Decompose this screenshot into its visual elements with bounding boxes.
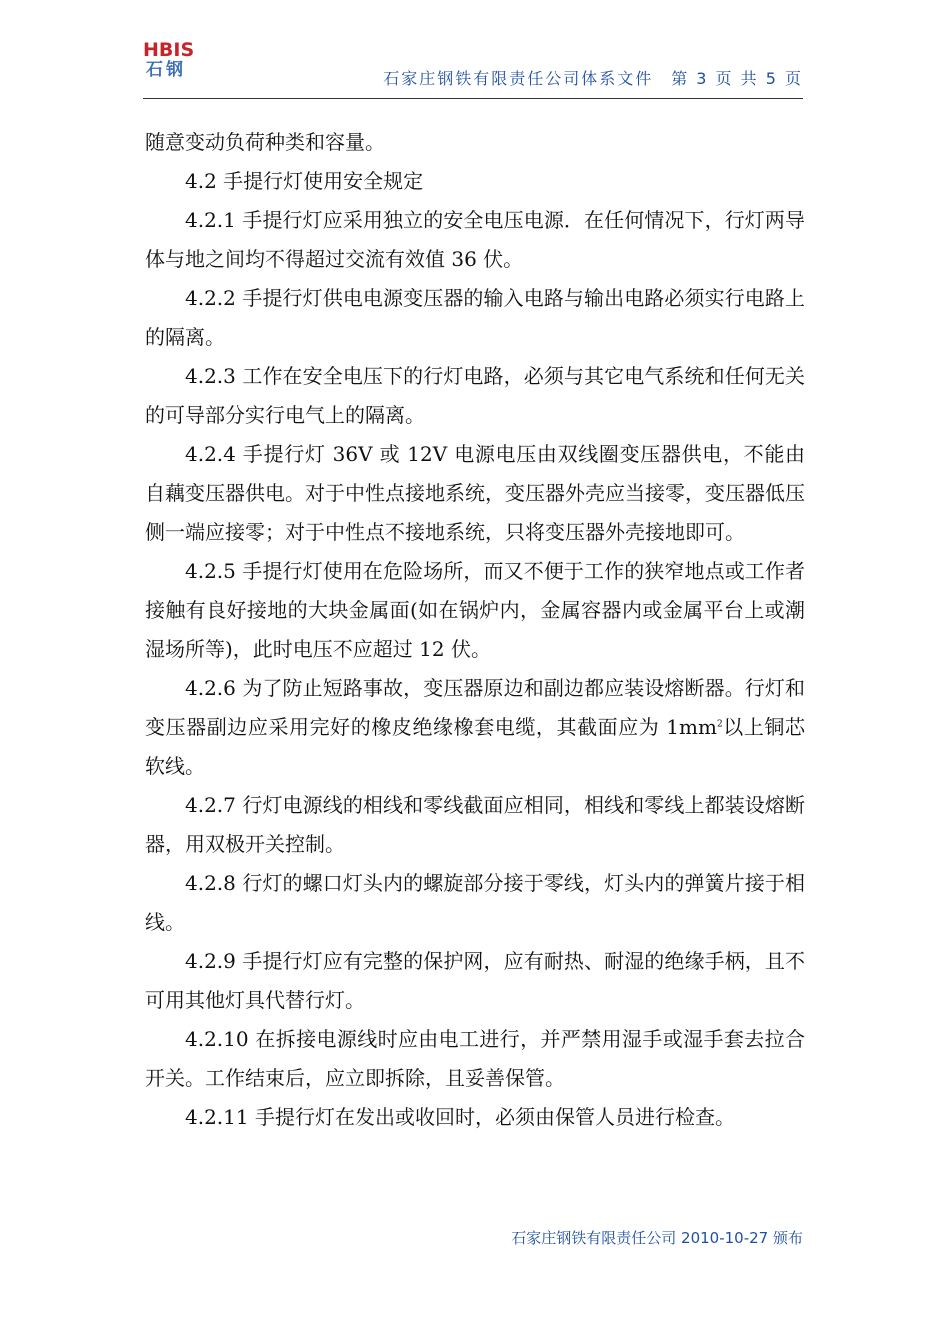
section-heading-4-2: 4.2 手提行灯使用安全规定 [185,169,424,193]
page-footer: 石家庄钢铁有限责任公司 2010-10-27 颁布 [511,1229,803,1247]
page-header [0,0,950,104]
clause-4-2-2: 4.2.2 手提行灯供电电源变压器的输入电路与输出电路必须实行电路上的隔离。 [145,286,805,349]
clause-4-2-5: 4.2.5 手提行灯使用在危险场所，而又不便于工作的狭窄地点或工作者接触有良好接地的大块金属面(如在锅炉内，金属容器内或金属平台上或潮湿场所等)，此时电压不应超过 12 伏。 [145,559,805,661]
clause-4-2-6 [145,669,805,786]
hbis-logo [143,40,203,84]
clause-4-2-1: 4.2.1 手提行灯应采用独立的安全电压电源．在任何情况下，行灯两导体与地之间均不得超过交流有效值 36 伏。 [145,208,805,271]
logo-chinese-name: 石钢 [146,60,186,80]
document-header-title: 石家庄钢铁有限责任公司体系文件 第 3 页 共 5 页 [383,69,803,88]
header-divider [143,98,803,99]
clause-4-2-11: 4.2.11 手提行灯在发出或收回时，必须由保管人员进行检查。 [185,1105,735,1129]
clause-4-2-3: 4.2.3 工作在安全电压下的行灯电路，必须与其它电气系统和任何无关的可导部分实行电气上的隔离。 [145,364,805,427]
logo-wordmark: HBIS [143,39,195,61]
clause-4-2-6-tail: 以上铜芯软线。 [145,715,806,778]
document-body [145,123,805,1137]
clause-4-2-6-text: 4.2.6 为了防止短路事故，变压器原边和副边都应装设熔断器。行灯和变压器副边应采用完好的橡皮绝缘橡套电缆，其截面应为 1mm [145,676,805,739]
clause-4-2-4: 4.2.4 手提行灯 36V 或 12V 电源电压由双线圈变压器供电，不能由自藕变压器供电。对于中性点接地系统，变压器外壳应当接零，变压器低压侧一端应接零；对于中性点不接地系统，只将变压器外壳接地即可。 [145,442,805,544]
clause-4-2-10: 4.2.10 在拆接电源线时应由电工进行，并严禁用湿手或湿手套去拉合开关。工作结束后，应立即拆除，且妥善保管。 [145,1027,805,1090]
clause-4-2-7: 4.2.7 行灯电源线的相线和零线截面应相同，相线和零线上都装设熔断器，用双极开关控制。 [145,793,805,856]
clause-4-2-9: 4.2.9 手提行灯应有完整的保护网，应有耐热、耐湿的绝缘手柄，且不可用其他灯具代替行灯。 [145,949,805,1012]
paragraph-continuation: 随意变动负荷种类和容量。 [145,130,385,154]
clause-4-2-8: 4.2.8 行灯的螺口灯头内的螺旋部分接于零线，灯头内的弹簧片接于相线。 [145,871,805,934]
superscript-squared: 2 [716,719,723,730]
